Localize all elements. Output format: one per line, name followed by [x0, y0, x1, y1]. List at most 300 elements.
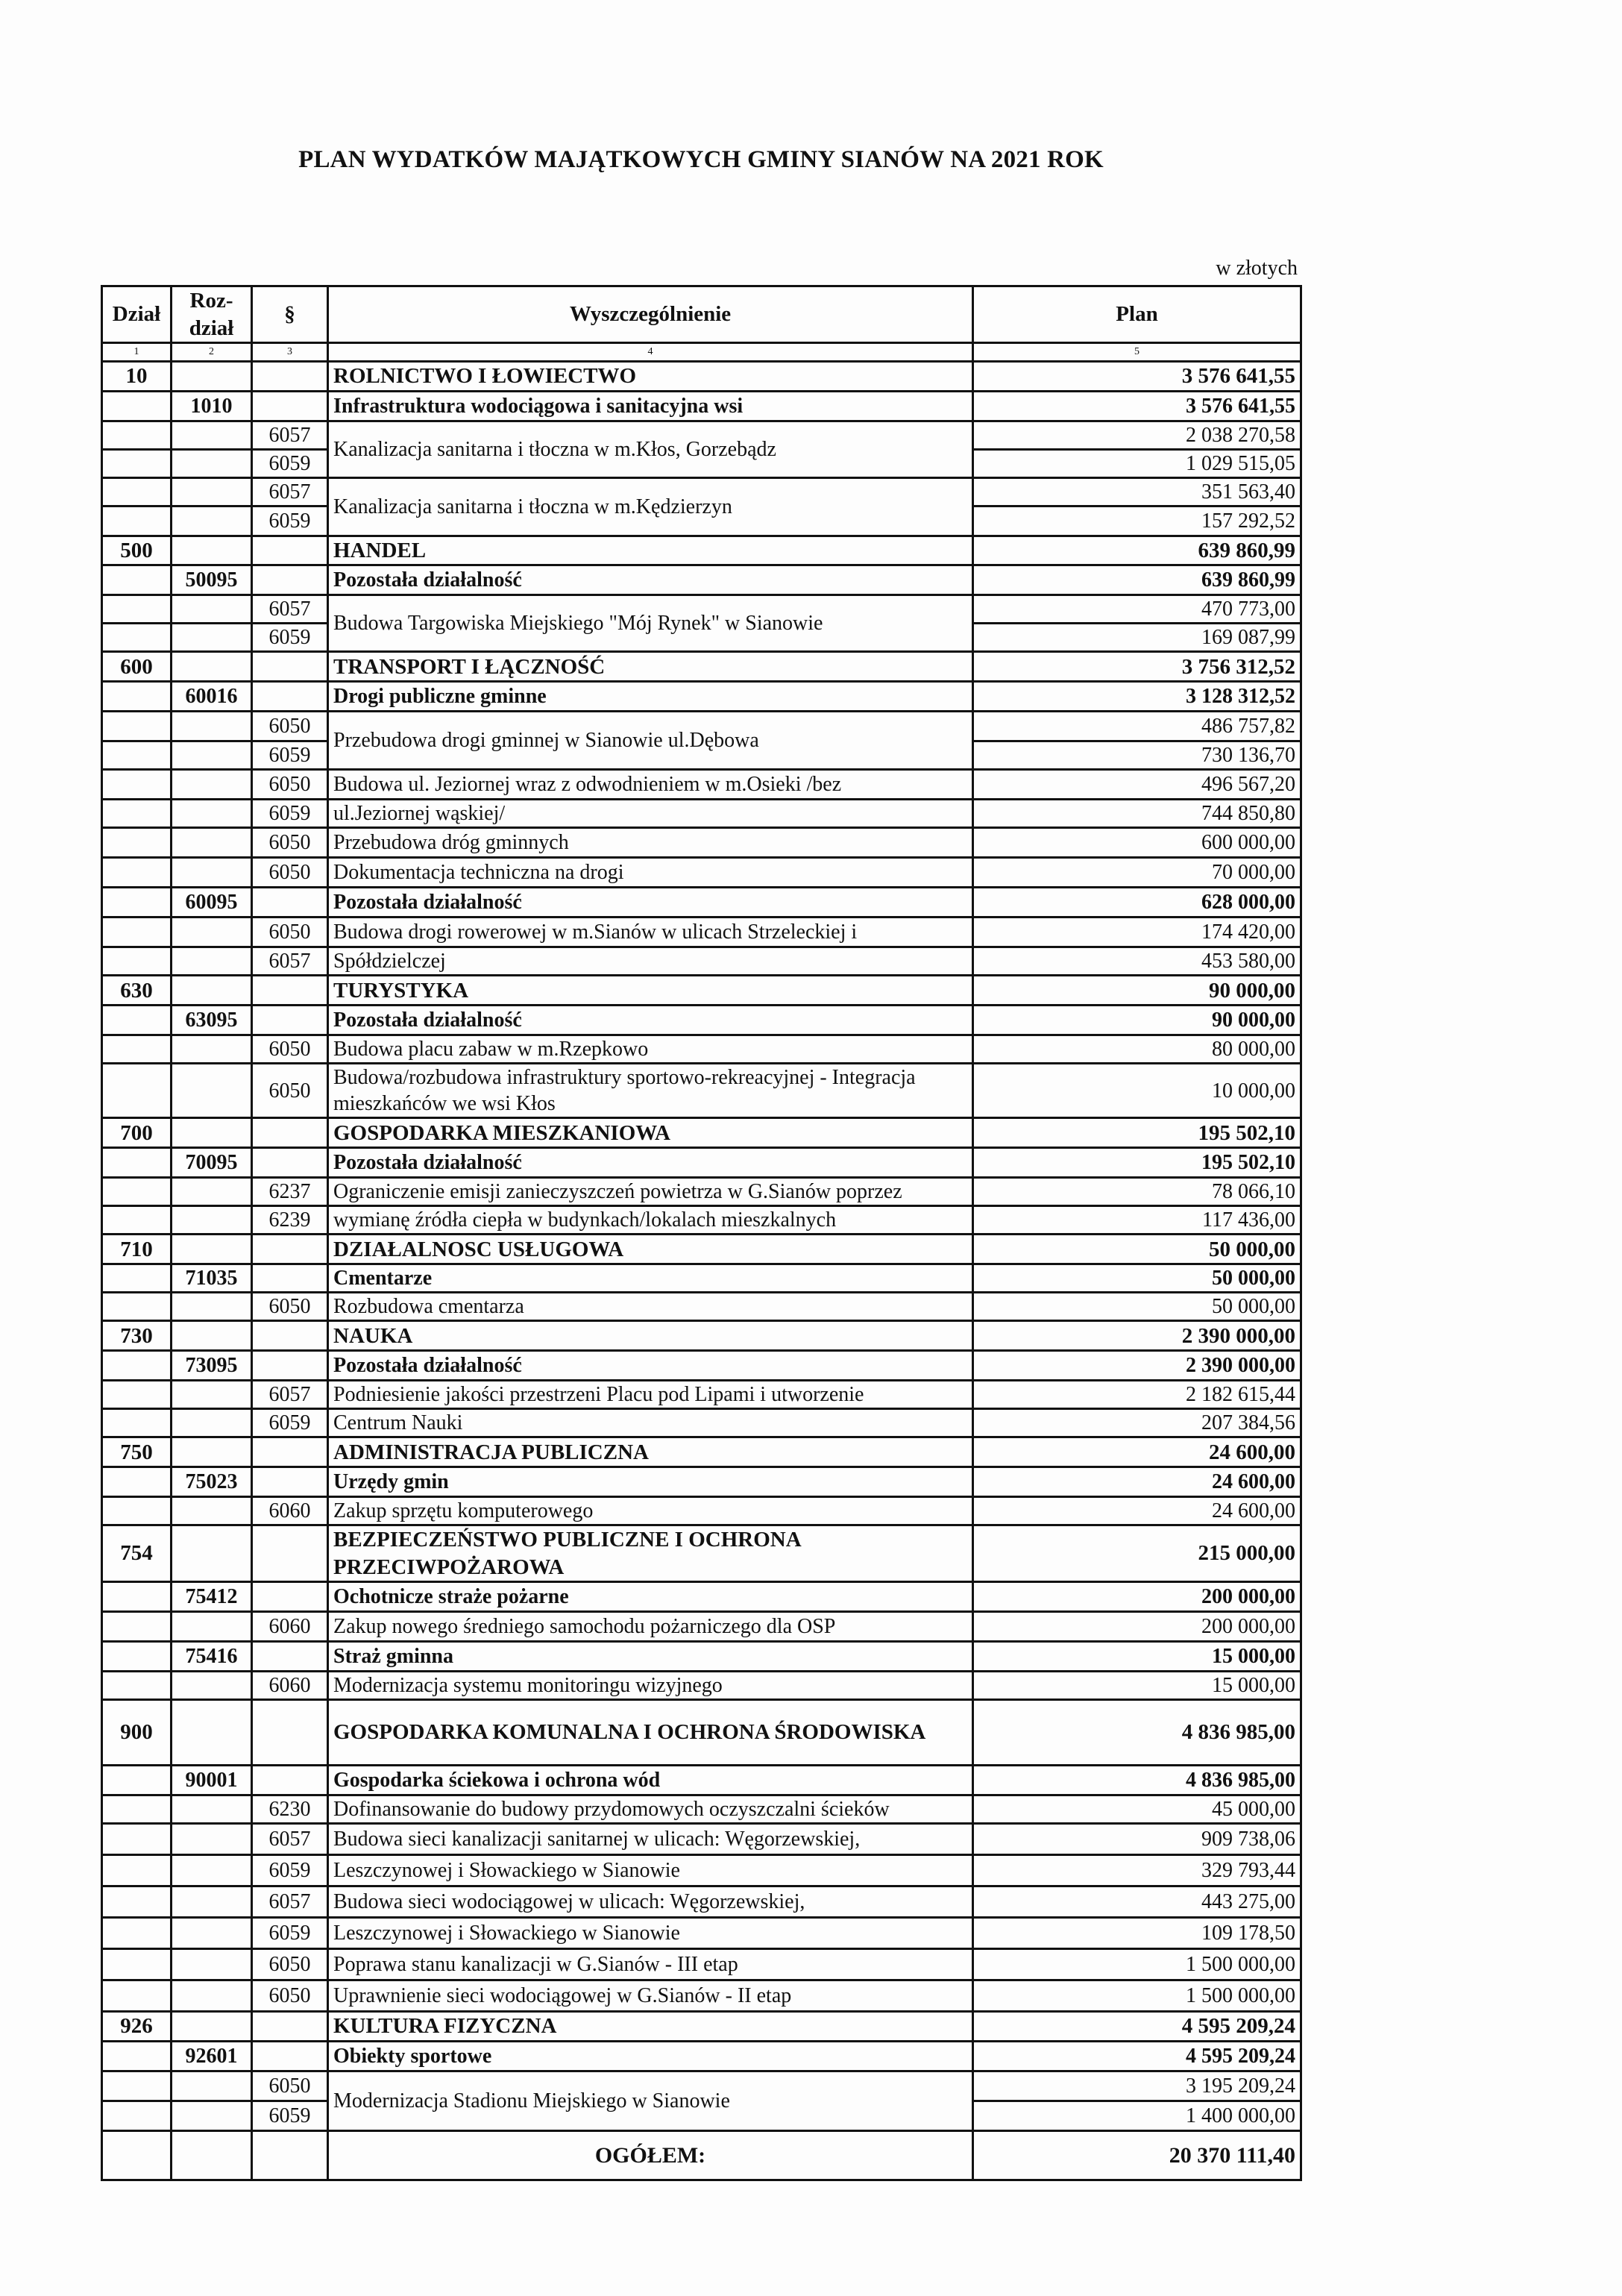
- dzial-cell: [102, 1854, 172, 1886]
- table-row: [102, 1948, 1301, 1980]
- description-cell: Budowa sieci wodociągowej w ulicach: Węgorzewskiej,: [328, 1886, 973, 1917]
- table-row: [102, 1064, 1301, 1118]
- dzial-cell: [102, 421, 172, 450]
- description-cell: Pozostała działalność: [328, 888, 973, 918]
- rozdzial-cell: [172, 624, 252, 652]
- dzial-cell: [102, 1671, 172, 1699]
- table-row: [102, 392, 1301, 421]
- plan-cell: 10 000,00: [973, 1064, 1301, 1118]
- table-row: [102, 1467, 1301, 1497]
- table-row: [102, 565, 1301, 595]
- plan-cell: 3 195 209,24: [973, 2071, 1301, 2101]
- description-cell: Spółdzielczej: [328, 947, 973, 976]
- dzial-cell: [102, 1641, 172, 1671]
- rozdzial-cell: [172, 595, 252, 624]
- paragraf-cell: 6050: [252, 1980, 328, 2011]
- table-row: [102, 421, 1301, 450]
- rozdzial-cell: [172, 1525, 252, 1582]
- description-cell: Cmentarze: [328, 1264, 973, 1293]
- paragraf-cell: 6050: [252, 1064, 328, 1118]
- dzial-cell: [102, 478, 172, 506]
- table-row: [102, 1699, 1301, 1765]
- description-cell: DZIAŁALNOSC USŁUGOWA: [328, 1235, 973, 1264]
- plan-cell: 351 563,40: [973, 478, 1301, 506]
- table-row: [102, 1178, 1301, 1206]
- paragraf-cell: [252, 1699, 328, 1765]
- paragraf-cell: [252, 652, 328, 682]
- rozdzial-cell: 71035: [172, 1264, 252, 1293]
- plan-cell: 24 600,00: [973, 1437, 1301, 1467]
- dzial-cell: [102, 2130, 172, 2180]
- plan-cell: 15 000,00: [973, 1641, 1301, 1671]
- rozdzial-cell: 75023: [172, 1467, 252, 1497]
- dzial-cell: [102, 450, 172, 478]
- dzial-cell: [102, 1381, 172, 1409]
- table-row: [102, 652, 1301, 682]
- colnum-4: 4: [328, 343, 973, 362]
- description-cell: Budowa drogi rowerowej w m.Sianów w ulicach Strzeleckiej i: [328, 918, 973, 947]
- table-row: [102, 858, 1301, 888]
- table-row: [102, 828, 1301, 858]
- table-row: [102, 1351, 1301, 1381]
- plan-cell: 2 038 270,58: [973, 421, 1301, 450]
- table-row: [102, 1321, 1301, 1351]
- description-cell: ul.Jeziornej wąskiej/: [328, 800, 973, 828]
- description-cell: ADMINISTRACJA PUBLICZNA: [328, 1437, 973, 1467]
- plan-cell: 200 000,00: [973, 1581, 1301, 1611]
- description-cell: Leszczynowej i Słowackiego w Sianowie: [328, 1917, 973, 1948]
- rozdzial-cell: [172, 1699, 252, 1765]
- plan-cell: 2 390 000,00: [973, 1351, 1301, 1381]
- table-row: [102, 1917, 1301, 1948]
- table-row: [102, 1437, 1301, 1467]
- paragraf-cell: [252, 1264, 328, 1293]
- rozdzial-cell: 50095: [172, 565, 252, 595]
- description-cell: Budowa sieci kanalizacji sanitarnej w ulicach: Węgorzewskiej,: [328, 1823, 973, 1854]
- paragraf-cell: 6059: [252, 741, 328, 770]
- paragraf-cell: 6057: [252, 1886, 328, 1917]
- rozdzial-cell: 73095: [172, 1351, 252, 1381]
- total-amount: 20 370 111,40: [973, 2130, 1301, 2180]
- dzial-cell: [102, 1917, 172, 1948]
- rozdzial-cell: [172, 1293, 252, 1321]
- header-rozdzial: Roz- dział: [172, 286, 252, 343]
- paragraf-cell: [252, 536, 328, 565]
- plan-cell: 90 000,00: [973, 976, 1301, 1006]
- rozdzial-cell: [172, 828, 252, 858]
- description-cell: Przebudowa dróg gminnych: [328, 828, 973, 858]
- plan-cell: 195 502,10: [973, 1148, 1301, 1178]
- description-cell: BEZPIECZEŃSTWO PUBLICZNE I OCHRONA PRZECIWPOŻAROWA: [328, 1525, 973, 1582]
- rozdzial-cell: [172, 1611, 252, 1641]
- paragraf-cell: [252, 1235, 328, 1264]
- paragraf-cell: 6050: [252, 1948, 328, 1980]
- plan-cell: 15 000,00: [973, 1671, 1301, 1699]
- plan-cell: 109 178,50: [973, 1917, 1301, 1948]
- description-cell: Pozostała działalność: [328, 1148, 973, 1178]
- table-row: [102, 1206, 1301, 1235]
- rozdzial-cell: [172, 2071, 252, 2101]
- table-row: [102, 2071, 1301, 2101]
- paragraf-cell: 6059: [252, 2101, 328, 2130]
- dzial-cell: [102, 1035, 172, 1064]
- plan-cell: 744 850,80: [973, 800, 1301, 828]
- description-cell: Budowa ul. Jeziornej wraz z odwodnieniem w m.Osieki /bez: [328, 770, 973, 800]
- rozdzial-cell: [172, 1671, 252, 1699]
- rozdzial-cell: [172, 1437, 252, 1467]
- rozdzial-cell: 1010: [172, 392, 252, 421]
- header-dzial: Dział: [102, 286, 172, 343]
- dzial-cell: 700: [102, 1118, 172, 1148]
- table-row: [102, 2011, 1301, 2041]
- dzial-cell: [102, 800, 172, 828]
- rozdzial-cell: 75412: [172, 1581, 252, 1611]
- rozdzial-cell: [172, 1497, 252, 1525]
- paragraf-cell: [252, 976, 328, 1006]
- paragraf-cell: 6057: [252, 947, 328, 976]
- paragraf-cell: 6059: [252, 1409, 328, 1437]
- plan-cell: 2 182 615,44: [973, 1381, 1301, 1409]
- dzial-cell: [102, 1409, 172, 1437]
- description-cell: Ochotnicze straże pożarne: [328, 1581, 973, 1611]
- dzial-cell: [102, 1006, 172, 1035]
- header-plan: Plan: [973, 286, 1301, 343]
- dzial-cell: [102, 1948, 172, 1980]
- dzial-cell: 710: [102, 1235, 172, 1264]
- table-row: [102, 800, 1301, 828]
- table-row: [102, 1264, 1301, 1293]
- rozdzial-cell: [172, 712, 252, 741]
- description-cell: HANDEL: [328, 536, 973, 565]
- table-row: [102, 976, 1301, 1006]
- rozdzial-cell: [172, 1823, 252, 1854]
- dzial-cell: [102, 1293, 172, 1321]
- table-row: [102, 595, 1301, 624]
- paragraf-cell: [252, 1467, 328, 1497]
- dzial-cell: [102, 1980, 172, 2011]
- rozdzial-cell: [172, 1235, 252, 1264]
- dzial-cell: 754: [102, 1525, 172, 1582]
- currency-unit: w złotych: [1216, 257, 1298, 280]
- description-cell: Straż gminna: [328, 1641, 973, 1671]
- plan-cell: 4 836 985,00: [973, 1765, 1301, 1795]
- rozdzial-cell: [172, 1118, 252, 1148]
- description-cell: Infrastruktura wodociągowa i sanitacyjna wsi: [328, 392, 973, 421]
- rozdzial-cell: 75416: [172, 1641, 252, 1671]
- plan-cell: 200 000,00: [973, 1611, 1301, 1641]
- paragraf-cell: 6050: [252, 2071, 328, 2101]
- plan-cell: 496 567,20: [973, 770, 1301, 800]
- dzial-cell: [102, 1795, 172, 1823]
- dzial-cell: 600: [102, 652, 172, 682]
- paragraf-cell: 6057: [252, 1823, 328, 1854]
- rozdzial-cell: [172, 506, 252, 536]
- paragraf-cell: 6057: [252, 595, 328, 624]
- dzial-cell: [102, 1611, 172, 1641]
- paragraf-cell: [252, 362, 328, 392]
- dzial-cell: 10: [102, 362, 172, 392]
- table-body: [102, 362, 1301, 2180]
- dzial-cell: 926: [102, 2011, 172, 2041]
- table-row: [102, 2041, 1301, 2071]
- description-cell: Modernizacja systemu monitoringu wizyjnego: [328, 1671, 973, 1699]
- header-paragraf: §: [252, 286, 328, 343]
- table-row: [102, 362, 1301, 392]
- description-cell: Kanalizacja sanitarna i tłoczna w m.Kędzierzyn: [328, 478, 973, 536]
- rozdzial-cell: [172, 1795, 252, 1823]
- description-cell: TRANSPORT I ŁĄCZNOŚĆ: [328, 652, 973, 682]
- paragraf-cell: [252, 1581, 328, 1611]
- description-cell: ROLNICTWO I ŁOWIECTWO: [328, 362, 973, 392]
- table-row: [102, 1035, 1301, 1064]
- table-row: [102, 1148, 1301, 1178]
- dzial-cell: [102, 1581, 172, 1611]
- dzial-cell: 900: [102, 1699, 172, 1765]
- dzial-cell: [102, 1497, 172, 1525]
- paragraf-cell: [252, 2011, 328, 2041]
- plan-cell: 639 860,99: [973, 565, 1301, 595]
- description-cell: Pozostała działalność: [328, 1006, 973, 1035]
- rozdzial-cell: [172, 1178, 252, 1206]
- plan-cell: 453 580,00: [973, 947, 1301, 976]
- table-row: [102, 1823, 1301, 1854]
- dzial-cell: [102, 2041, 172, 2071]
- table-row: [102, 1381, 1301, 1409]
- dzial-cell: [102, 888, 172, 918]
- plan-cell: 730 136,70: [973, 741, 1301, 770]
- paragraf-cell: 6050: [252, 828, 328, 858]
- table-row: [102, 1641, 1301, 1671]
- description-cell: Pozostała działalność: [328, 565, 973, 595]
- description-cell: Kanalizacja sanitarna i tłoczna w m.Kłos, Gorzebądz: [328, 421, 973, 478]
- paragraf-cell: 6060: [252, 1497, 328, 1525]
- table-row: [102, 1581, 1301, 1611]
- colnum-2: 2: [172, 343, 252, 362]
- rozdzial-cell: [172, 1381, 252, 1409]
- plan-cell: 50 000,00: [973, 1293, 1301, 1321]
- dzial-cell: [102, 565, 172, 595]
- description-cell: TURYSTYKA: [328, 976, 973, 1006]
- paragraf-cell: 6057: [252, 421, 328, 450]
- rozdzial-cell: [172, 1409, 252, 1437]
- dzial-cell: [102, 741, 172, 770]
- table-row: [102, 536, 1301, 565]
- dzial-cell: [102, 595, 172, 624]
- plan-cell: 24 600,00: [973, 1467, 1301, 1497]
- description-cell: GOSPODARKA KOMUNALNA I OCHRONA ŚRODOWISKA: [328, 1699, 973, 1765]
- paragraf-cell: 6050: [252, 918, 328, 947]
- rozdzial-cell: [172, 536, 252, 565]
- colnum-3: 3: [252, 343, 328, 362]
- description-cell: Budowa/rozbudowa infrastruktury sportowo-rekreacyjnej - Integracja mieszkańców we wsi Kłos: [328, 1064, 973, 1118]
- description-cell: GOSPODARKA MIESZKANIOWA: [328, 1118, 973, 1148]
- paragraf-cell: 6237: [252, 1178, 328, 1206]
- plan-cell: 24 600,00: [973, 1497, 1301, 1525]
- table-row: [102, 1006, 1301, 1035]
- description-cell: Budowa Targowiska Miejskiego "Mój Rynek" w Sianowie: [328, 595, 973, 652]
- paragraf-cell: 6060: [252, 1611, 328, 1641]
- plan-cell: 90 000,00: [973, 1006, 1301, 1035]
- page-title: PLAN WYDATKÓW MAJĄTKOWYCH GMINY SIANÓW NA 2021 ROK: [298, 146, 1104, 173]
- paragraf-cell: [252, 2041, 328, 2071]
- paragraf-cell: [252, 565, 328, 595]
- column-number-row: [102, 343, 1301, 362]
- description-cell: Budowa placu zabaw w m.Rzepkowo: [328, 1035, 973, 1064]
- paragraf-cell: 6050: [252, 1293, 328, 1321]
- rozdzial-cell: [172, 1321, 252, 1351]
- paragraf-cell: [252, 1765, 328, 1795]
- plan-cell: 215 000,00: [973, 1525, 1301, 1582]
- table-row: [102, 1671, 1301, 1699]
- plan-cell: 78 066,10: [973, 1178, 1301, 1206]
- dzial-cell: [102, 918, 172, 947]
- table-row: [102, 1886, 1301, 1917]
- plan-cell: 2 390 000,00: [973, 1321, 1301, 1351]
- rozdzial-cell: [172, 1035, 252, 1064]
- plan-cell: 909 738,06: [973, 1823, 1301, 1854]
- paragraf-cell: [252, 1525, 328, 1582]
- paragraf-cell: [252, 1641, 328, 1671]
- header-row: [102, 286, 1301, 343]
- paragraf-cell: [252, 1148, 328, 1178]
- paragraf-cell: [252, 888, 328, 918]
- rozdzial-cell: [172, 421, 252, 450]
- plan-cell: 4 595 209,24: [973, 2041, 1301, 2071]
- total-label: OGÓŁEM:: [328, 2130, 973, 2180]
- table-row: [102, 682, 1301, 712]
- rozdzial-cell: [172, 800, 252, 828]
- description-cell: Obiekty sportowe: [328, 2041, 973, 2071]
- rozdzial-cell: [172, 858, 252, 888]
- description-cell: Uprawnienie sieci wodociągowej w G.Sianów - II etap: [328, 1980, 973, 2011]
- plan-cell: 50 000,00: [973, 1264, 1301, 1293]
- plan-cell: 3 576 641,55: [973, 362, 1301, 392]
- table-row: [102, 1795, 1301, 1823]
- table-row: [102, 1118, 1301, 1148]
- rozdzial-cell: 60016: [172, 682, 252, 712]
- dzial-cell: [102, 1148, 172, 1178]
- description-cell: Modernizacja Stadionu Miejskiego w Sianowie: [328, 2071, 973, 2130]
- rozdzial-cell: 92601: [172, 2041, 252, 2071]
- plan-cell: 195 502,10: [973, 1118, 1301, 1148]
- plan-cell: 50 000,00: [973, 1235, 1301, 1264]
- dzial-cell: [102, 1823, 172, 1854]
- plan-cell: 3 756 312,52: [973, 652, 1301, 682]
- description-cell: Leszczynowej i Słowackiego w Sianowie: [328, 1854, 973, 1886]
- rozdzial-cell: 70095: [172, 1148, 252, 1178]
- rozdzial-cell: [172, 976, 252, 1006]
- table-row: [102, 1497, 1301, 1525]
- rozdzial-cell: [172, 2011, 252, 2041]
- rozdzial-cell: [172, 1064, 252, 1118]
- rozdzial-cell: [172, 1948, 252, 1980]
- paragraf-cell: 6230: [252, 1795, 328, 1823]
- dzial-cell: [102, 2101, 172, 2130]
- plan-cell: 4 595 209,24: [973, 2011, 1301, 2041]
- description-cell: Przebudowa drogi gminnej w Sianowie ul.Dębowa: [328, 712, 973, 770]
- rozdzial-cell: [172, 918, 252, 947]
- rozdzial-cell: [172, 1854, 252, 1886]
- paragraf-cell: 6059: [252, 506, 328, 536]
- plan-cell: 207 384,56: [973, 1409, 1301, 1437]
- dzial-cell: [102, 1467, 172, 1497]
- dzial-cell: [102, 1064, 172, 1118]
- table-row: [102, 1293, 1301, 1321]
- rozdzial-cell: [172, 2130, 252, 2180]
- rozdzial-cell: [172, 947, 252, 976]
- table-row: [102, 770, 1301, 800]
- dzial-cell: [102, 858, 172, 888]
- dzial-cell: [102, 770, 172, 800]
- dzial-cell: [102, 1886, 172, 1917]
- description-cell: Ograniczenie emisji zanieczyszczeń powietrza w G.Sianów poprzez: [328, 1178, 973, 1206]
- paragraf-cell: [252, 1321, 328, 1351]
- description-cell: Drogi publiczne gminne: [328, 682, 973, 712]
- rozdzial-cell: [172, 1886, 252, 1917]
- dzial-cell: 750: [102, 1437, 172, 1467]
- plan-cell: 3 128 312,52: [973, 682, 1301, 712]
- rozdzial-cell: [172, 1980, 252, 2011]
- plan-cell: 174 420,00: [973, 918, 1301, 947]
- plan-cell: 639 860,99: [973, 536, 1301, 565]
- paragraf-cell: [252, 392, 328, 421]
- description-cell: Podniesienie jakości przestrzeni Placu pod Lipami i utworzenie: [328, 1381, 973, 1409]
- dzial-cell: [102, 392, 172, 421]
- paragraf-cell: 6059: [252, 624, 328, 652]
- paragraf-cell: 6059: [252, 450, 328, 478]
- plan-cell: 486 757,82: [973, 712, 1301, 741]
- rozdzial-cell: [172, 362, 252, 392]
- paragraf-cell: [252, 1351, 328, 1381]
- paragraf-cell: [252, 1437, 328, 1467]
- dzial-cell: [102, 1264, 172, 1293]
- plan-cell: 443 275,00: [973, 1886, 1301, 1917]
- plan-cell: 1 500 000,00: [973, 1948, 1301, 1980]
- rozdzial-cell: [172, 1206, 252, 1235]
- plan-cell: 329 793,44: [973, 1854, 1301, 1886]
- rozdzial-cell: 63095: [172, 1006, 252, 1035]
- paragraf-cell: 6239: [252, 1206, 328, 1235]
- dzial-cell: [102, 624, 172, 652]
- dzial-cell: [102, 682, 172, 712]
- table-row: [102, 1409, 1301, 1437]
- paragraf-cell: 6050: [252, 770, 328, 800]
- plan-cell: 45 000,00: [973, 1795, 1301, 1823]
- rozdzial-cell: [172, 450, 252, 478]
- table-row: [102, 1765, 1301, 1795]
- table-row: [102, 918, 1301, 947]
- plan-cell: 470 773,00: [973, 595, 1301, 624]
- dzial-cell: [102, 712, 172, 741]
- dzial-cell: 730: [102, 1321, 172, 1351]
- paragraf-cell: 6050: [252, 858, 328, 888]
- description-cell: Dofinansowanie do budowy przydomowych oczyszczalni ścieków: [328, 1795, 973, 1823]
- rozdzial-cell: [172, 770, 252, 800]
- paragraf-cell: 6059: [252, 1917, 328, 1948]
- dzial-cell: [102, 828, 172, 858]
- dzial-cell: 630: [102, 976, 172, 1006]
- plan-cell: 600 000,00: [973, 828, 1301, 858]
- dzial-cell: [102, 1178, 172, 1206]
- plan-cell: 628 000,00: [973, 888, 1301, 918]
- table-row: [102, 1525, 1301, 1582]
- dzial-cell: [102, 947, 172, 976]
- rozdzial-cell: [172, 478, 252, 506]
- table-row: [102, 1854, 1301, 1886]
- paragraf-cell: 6050: [252, 712, 328, 741]
- rozdzial-cell: [172, 741, 252, 770]
- rozdzial-cell: 60095: [172, 888, 252, 918]
